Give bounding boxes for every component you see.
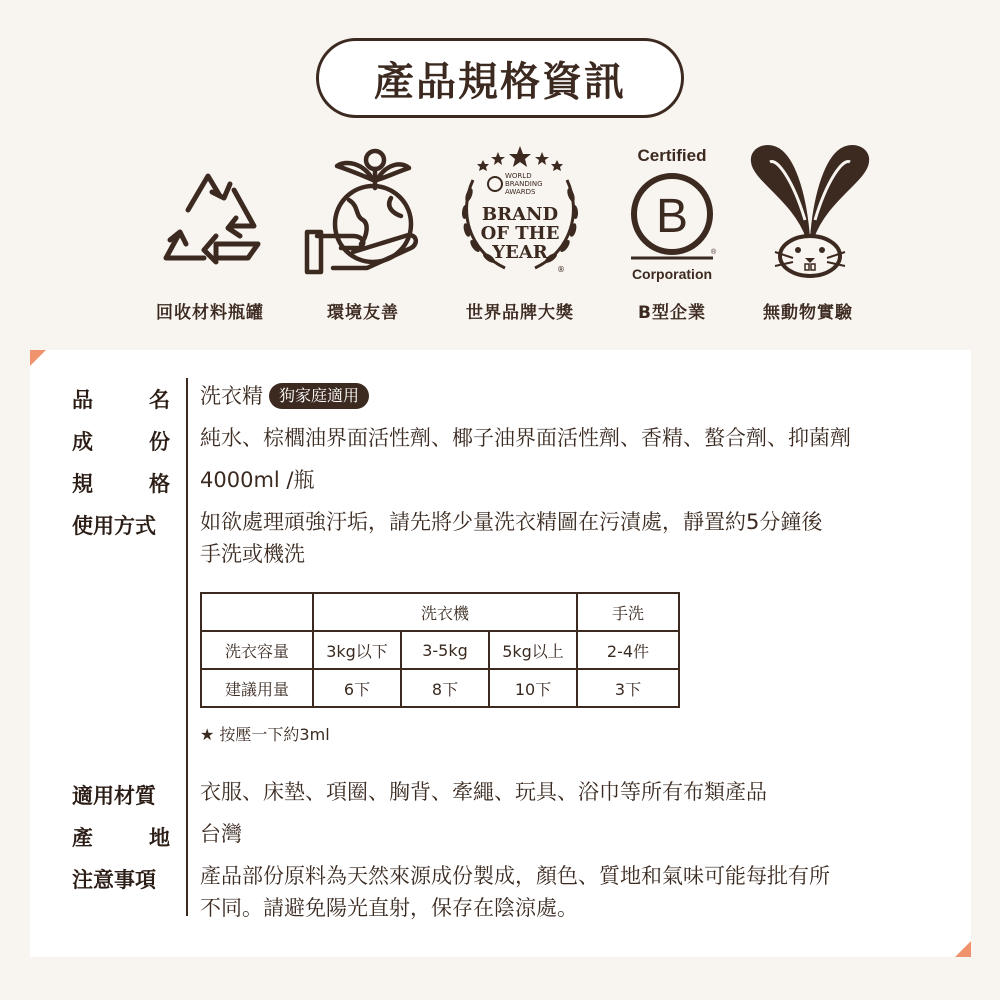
table-cell: 6下 <box>313 669 401 707</box>
pump-note: ★ 按壓一下約3ml <box>200 725 330 744</box>
notes-label: 注意事項 <box>72 868 156 892</box>
notes-value-line1: 產品部份原料為天然來源成份製成，顏色、質地和氣味可能每批有所 <box>200 864 830 888</box>
cruelty-free-label: 無動物實驗 <box>763 303 853 323</box>
capacity-label-cell: 洗衣容量 <box>201 631 313 669</box>
bcorp-letter: B <box>655 190 689 243</box>
dog-family-badge: 狗家庭適用 <box>269 383 369 409</box>
dosage-table <box>200 592 680 708</box>
hand-header: 手洗 <box>577 593 679 631</box>
table-row <box>201 593 679 631</box>
bunny-icon <box>735 140 885 280</box>
bcorp-certified-text: Certified <box>637 146 707 165</box>
bcorp-badge <box>597 140 747 285</box>
dose-label-cell: 建議用量 <box>201 669 313 707</box>
notes-value-line2: 不同。請避免陽光直射，保存在陰涼處。 <box>200 896 578 920</box>
usage-value-line1: 如欲處理頑強汙垢，請先將少量洗衣精圖在污漬處，靜置約5分鐘後 <box>200 510 823 534</box>
machine-header: 洗衣機 <box>313 593 577 631</box>
table-corner-cell <box>201 593 313 631</box>
recycle-badge <box>135 140 285 280</box>
award-reg-mark: ® <box>557 265 565 274</box>
corner-accent-bottom-right <box>955 941 971 957</box>
materials-value: 衣服、床墊、項圈、胸背、牽繩、玩具、浴巾等所有布類產品 <box>200 780 767 804</box>
award-world-text: WORLD <box>505 172 532 180</box>
cruelty-free-badge <box>735 140 885 280</box>
table-cell: 3kg以下 <box>313 631 401 669</box>
table-cell: 3-5kg <box>401 631 489 669</box>
name-value: 洗衣精 狗家庭適用 <box>200 380 369 412</box>
table-row <box>201 631 679 669</box>
table-cell: 8下 <box>401 669 489 707</box>
eco-label: 環境友善 <box>327 303 399 323</box>
award-label: 世界品牌大獎 <box>466 303 574 323</box>
bcorp-corporation-text: Corporation <box>631 266 713 282</box>
origin-label: 產 地 <box>72 826 170 850</box>
bcorp-label: B型企業 <box>638 303 706 323</box>
award-badge <box>445 140 595 280</box>
table-row <box>201 669 679 707</box>
size-value: 4000ml /瓶 <box>200 468 315 492</box>
recycle-label: 回收材料瓶罐 <box>156 303 264 323</box>
table-cell: 3下 <box>577 669 679 707</box>
award-laurel-icon <box>445 140 595 280</box>
size-label: 規 格 <box>72 472 170 496</box>
award-awards-text: AWARDS <box>505 188 536 196</box>
table-cell: 10下 <box>489 669 577 707</box>
origin-value: 台灣 <box>200 822 242 846</box>
corner-accent-top-left <box>30 350 46 366</box>
usage-value-line2: 手洗或機洗 <box>200 542 305 566</box>
table-cell: 5kg以上 <box>489 631 577 669</box>
award-brand-text: BRAND <box>481 204 559 225</box>
usage-label: 使用方式 <box>72 514 156 538</box>
label-divider-line <box>186 378 188 916</box>
ingredients-label: 成 份 <box>72 430 170 454</box>
materials-label: 適用材質 <box>72 784 156 808</box>
b-corp-icon <box>597 140 747 285</box>
bcorp-reg-mark: ® <box>711 249 717 256</box>
award-year-text: YEAR <box>492 242 548 263</box>
award-ofthe-text: OF THE <box>480 223 560 244</box>
name-label: 品 名 <box>72 388 170 412</box>
page-title: 產品規格資訊 <box>316 38 684 118</box>
earth-hand-icon <box>293 140 433 280</box>
award-branding-text: BRANDING <box>505 180 543 188</box>
eco-badge <box>288 140 438 280</box>
recycle-icon <box>140 140 280 280</box>
table-cell: 2-4件 <box>577 631 679 669</box>
ingredients-value: 純水、棕櫚油界面活性劑、椰子油界面活性劑、香精、螯合劑、抑菌劑 <box>200 426 851 450</box>
